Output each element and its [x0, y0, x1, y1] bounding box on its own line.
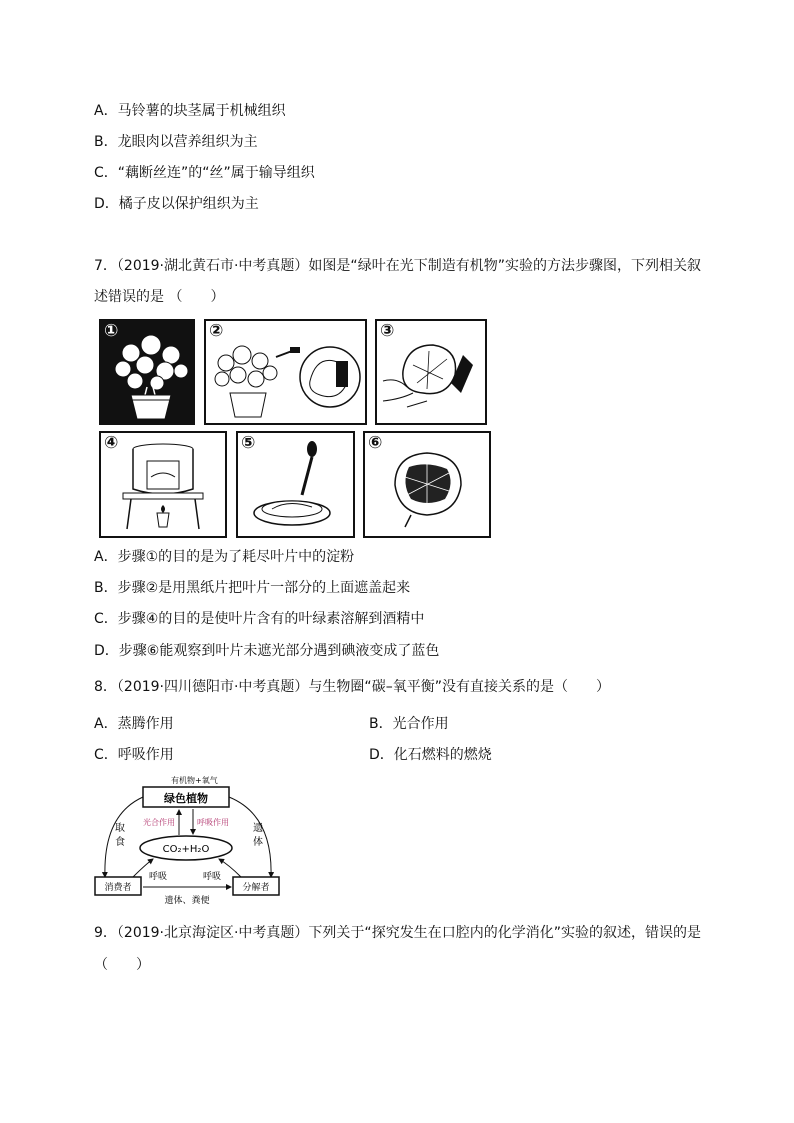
- consumer-label: 消费者: [104, 883, 132, 893]
- stained-leaf-illustration: [365, 433, 489, 536]
- q7-option-c: C．步骤④的目的是使叶片含有的叶绿素溶解到酒精中: [94, 611, 425, 627]
- top-label: 有机物+氧气: [171, 776, 218, 785]
- decomposer-label: 分解者: [242, 883, 270, 893]
- q7-stem-line1: 7．（2019·湖北黄石市·中考真题）如图是“绿叶在光下制造有机物”实验的方法步骤图，下列相关叙: [94, 258, 701, 274]
- decomposer-breath-arrow: [219, 859, 241, 877]
- remains-label-2: 体: [253, 837, 263, 848]
- breath-left-label: 呼吸: [149, 872, 168, 882]
- eat-label-2: 食: [115, 837, 125, 848]
- q7-stem-line2: 述错误的是 （ ）: [94, 289, 225, 305]
- step2-number: ②: [209, 321, 224, 341]
- step5-number: ⑤: [241, 433, 256, 453]
- q9-stem-line2: （ ）: [94, 957, 150, 973]
- q7-option-d: D．步骤⑥能观察到叶片未遮光部分遇到碘液变成了蓝色: [94, 643, 440, 659]
- step3-panel: [375, 319, 487, 425]
- step1-panel: [99, 319, 195, 425]
- q8-option-c: C．呼吸作用: [94, 747, 174, 763]
- q8-stem: 8．（2019·四川德阳市·中考真题）与生物圈“碳–氧平衡”没有直接关系的是（ ）: [94, 679, 610, 695]
- carbon-oxygen-cycle-diagram: [93, 775, 293, 905]
- step2-panel: [204, 319, 367, 425]
- step4-panel: [99, 431, 227, 538]
- remains-bottom-label: 遗体、粪便: [164, 896, 210, 905]
- remains-arrow-right: [229, 797, 271, 877]
- eat-label-1: 取: [115, 823, 125, 834]
- q8-option-d: D．化石燃料的燃烧: [369, 747, 492, 763]
- q8-option-b: B．光合作用: [369, 716, 449, 732]
- breath-right-label: 呼吸: [203, 872, 222, 882]
- q6-option-b: B．龙眼肉以营养组织为主: [94, 134, 258, 150]
- q9-stem-line1: 9．（2019·北京海淀区·中考真题）下列关于“探究发生在口腔内的化学消化”实验的叙述，错误的是: [94, 925, 701, 941]
- black-paper-cover-illustration: [206, 321, 365, 423]
- leaf-picking-illustration: [377, 321, 485, 423]
- photosynthesis-label: 光合作用: [143, 818, 175, 827]
- step6-number: ⑥: [368, 433, 383, 453]
- step6-panel: [363, 431, 491, 538]
- q7-option-a: A．步骤①的目的是为了耗尽叶片中的淀粉: [94, 549, 355, 565]
- water-bath-illustration: [101, 433, 225, 536]
- plant-label: 绿色植物: [164, 792, 208, 805]
- step1-number: ①: [104, 321, 119, 341]
- respiration-label: 呼吸作用: [197, 818, 229, 827]
- step3-number: ③: [380, 321, 395, 341]
- q6-option-c: C．“藕断丝连”的“丝”属于输导组织: [94, 165, 315, 181]
- q7-option-b: B．步骤②是用黑纸片把叶片一部分的上面遮盖起来: [94, 580, 411, 596]
- q8-option-a: A．蒸腾作用: [94, 716, 174, 732]
- remains-label-1: 遗: [253, 823, 263, 834]
- q6-option-a: A．马铃薯的块茎属于机械组织: [94, 103, 286, 119]
- step5-panel: [236, 431, 355, 538]
- dropper-iodine-illustration: [238, 433, 353, 536]
- co2-water-label: CO₂+H₂O: [162, 844, 210, 855]
- q6-option-d: D．橘子皮以保护组织为主: [94, 196, 259, 212]
- plant-in-pot-illustration: [101, 321, 193, 423]
- step4-number: ④: [104, 433, 119, 453]
